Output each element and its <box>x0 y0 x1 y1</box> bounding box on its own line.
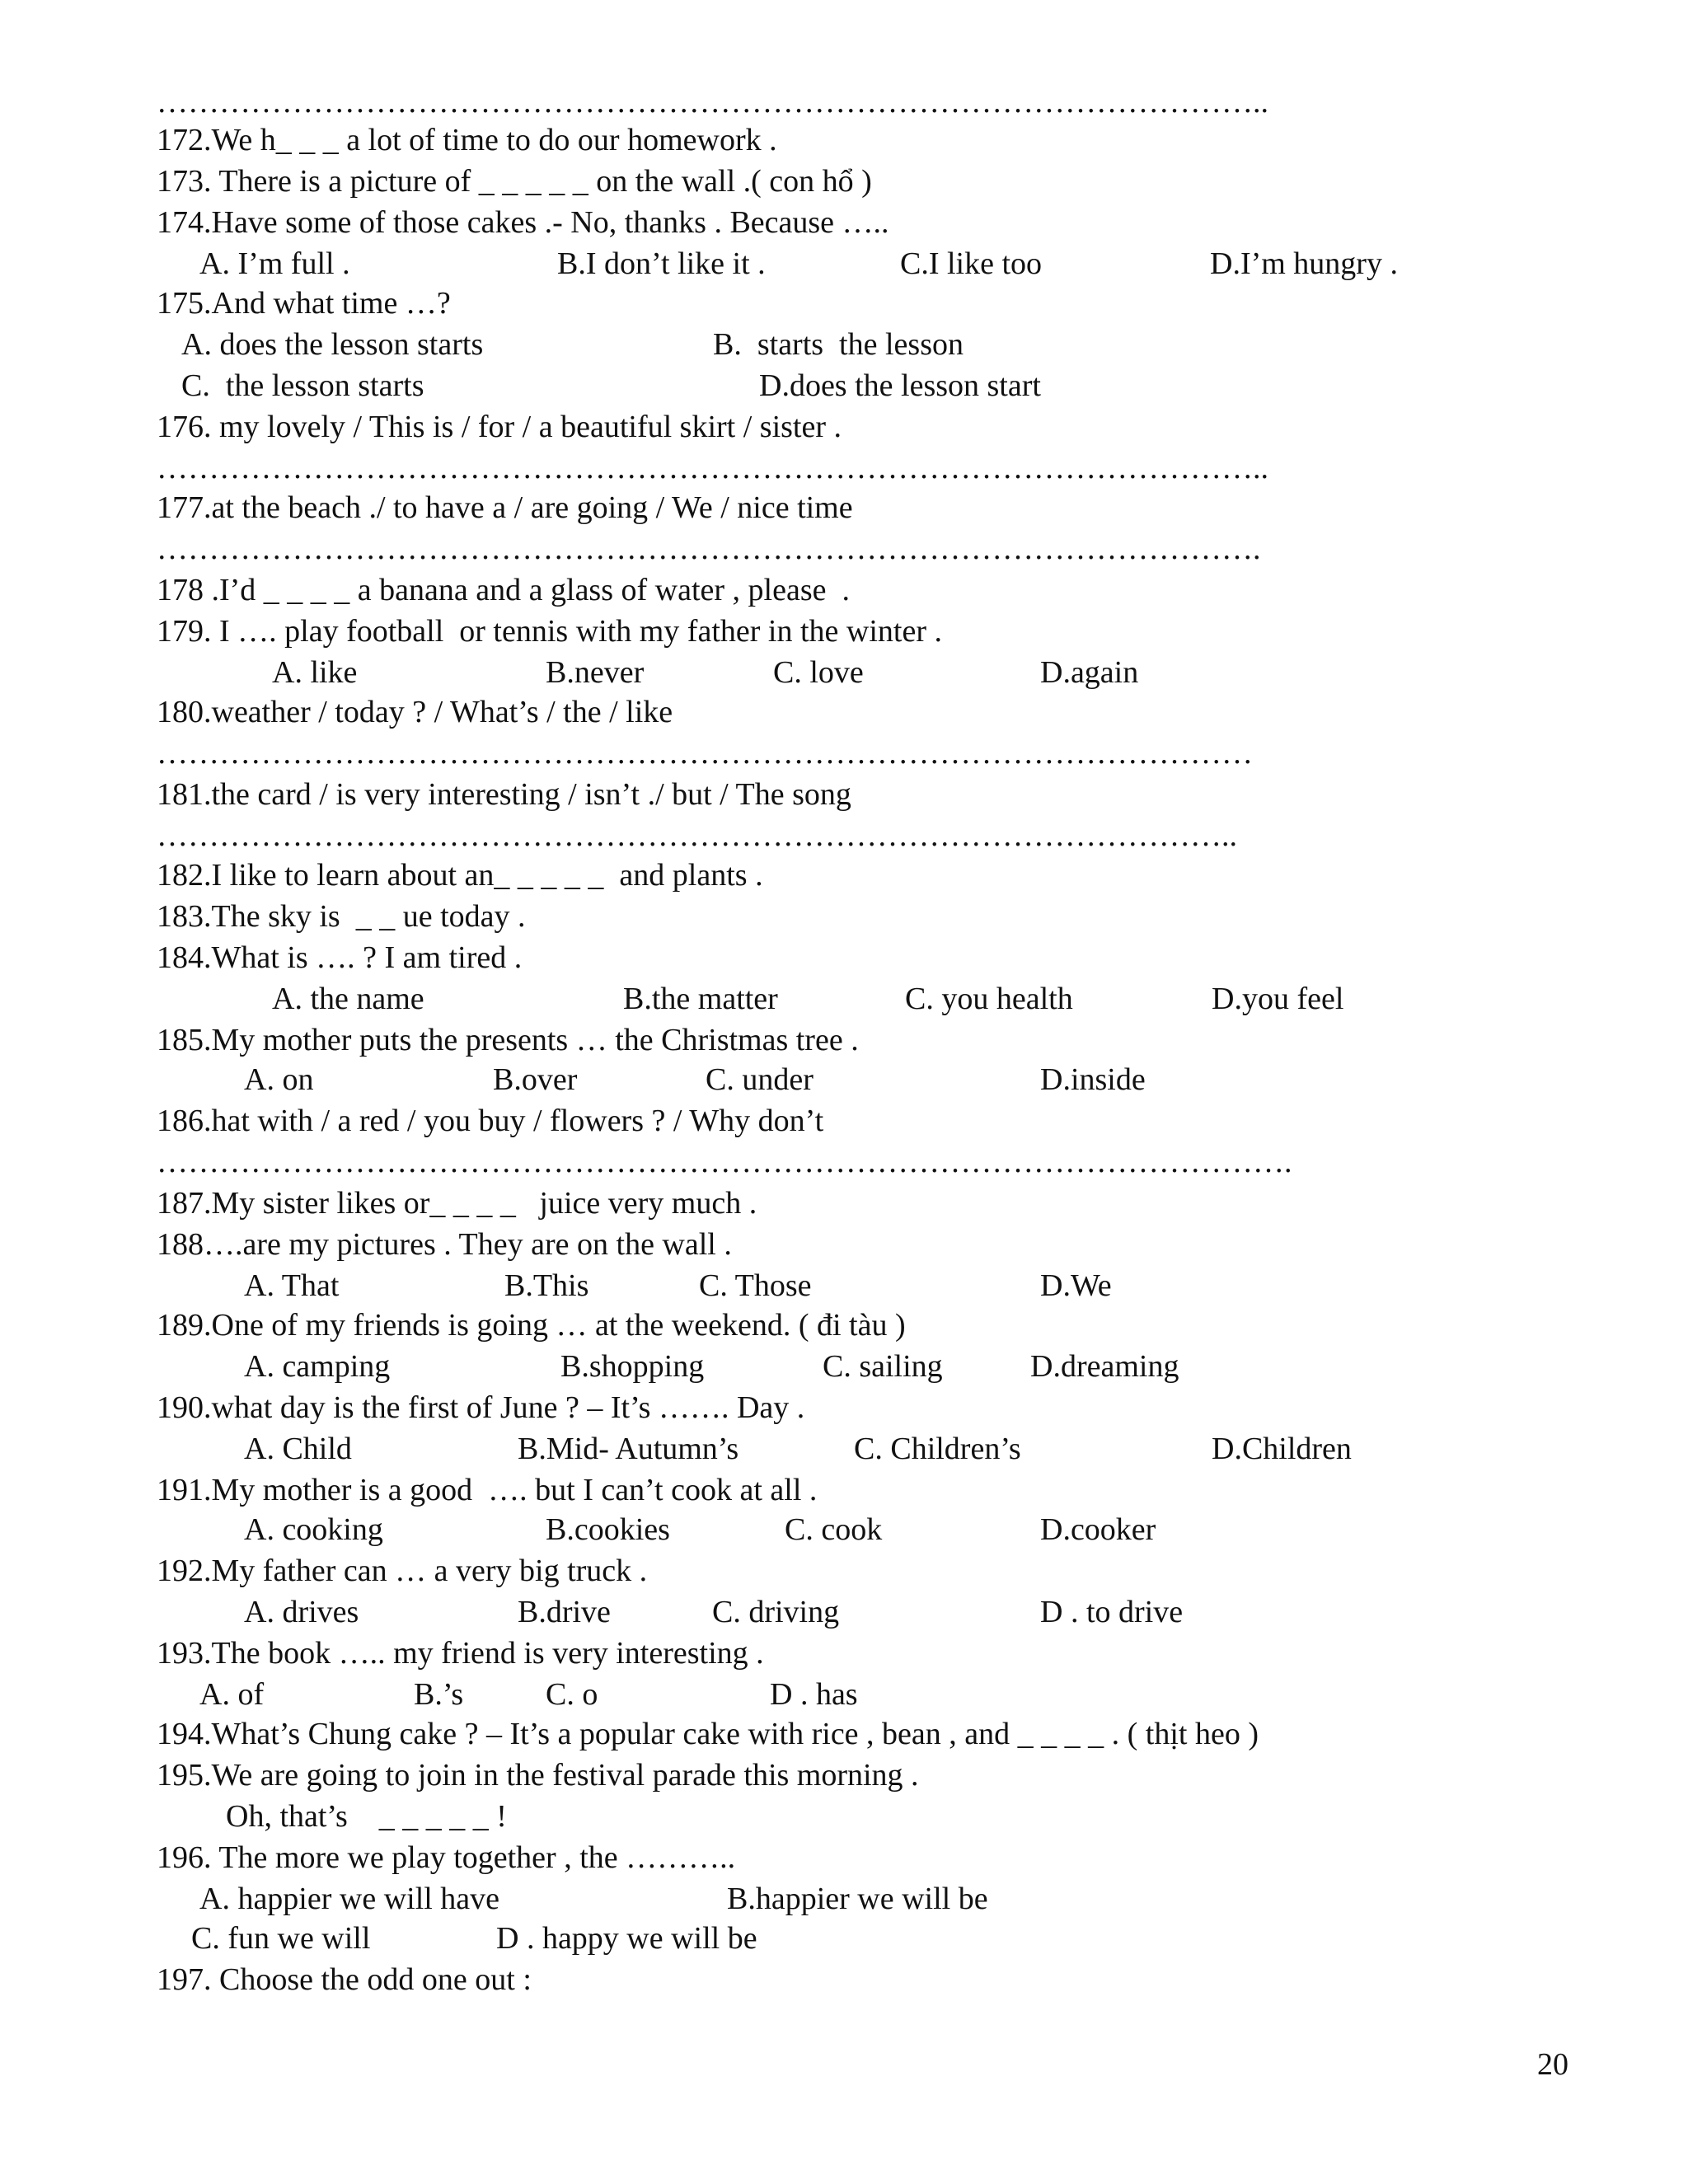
question-189: 189.One of my friends is going … at the weekend. ( đi tàu ) <box>157 1308 906 1343</box>
question-195-reply: Oh, that’s _ _ _ _ _ ! <box>226 1799 507 1834</box>
option-b: B.shopping <box>560 1349 705 1384</box>
answer-line: …………………………………………………………………………………………… <box>157 736 1253 771</box>
option-c: C. o <box>546 1677 598 1712</box>
option-d: D.Children <box>1212 1432 1352 1466</box>
option-d: D.cooker <box>1040 1512 1156 1547</box>
option-c: C. cook <box>785 1512 883 1547</box>
answer-line: …………………………………………………………………………………………….. <box>157 451 1268 485</box>
option-a: A. drives <box>244 1595 359 1629</box>
option-d: D.dreaming <box>1030 1349 1179 1384</box>
option-d: D . to drive <box>1040 1595 1184 1629</box>
question-176: 176. my lovely / This is / for / a beautiful skirt / sister . <box>157 410 842 444</box>
option-a: A. the name <box>272 982 424 1016</box>
option-d: D.We <box>1040 1268 1112 1303</box>
option-a: A. like <box>272 655 358 690</box>
option-d: D . happy we will be <box>496 1921 757 1956</box>
option-a: A. of <box>199 1677 265 1712</box>
option-a: A. I’m full . <box>199 246 350 281</box>
option-b: B.This <box>504 1268 589 1303</box>
option-b: B.Mid- Autumn’s <box>518 1432 739 1466</box>
option-a: A. That <box>244 1268 340 1303</box>
question-188: 188….are my pictures . They are on the wall . <box>157 1227 732 1262</box>
option-c: C. you health <box>905 982 1073 1016</box>
option-a: A. happier we will have <box>199 1882 500 1916</box>
option-a: A. cooking <box>244 1512 383 1547</box>
option-b: B.over <box>493 1062 578 1097</box>
option-d: D.does the lesson start <box>759 368 1041 403</box>
question-197: 197. Choose the odd one out : <box>157 1962 532 1997</box>
option-c: C. love <box>773 655 864 690</box>
option-b: B.I don’t like it . <box>557 246 766 281</box>
question-173: 173. There is a picture of _ _ _ _ _ on the wall .( con hổ ) <box>157 164 872 199</box>
question-190: 190.what day is the first of June ? – It’s ……. Day . <box>157 1390 805 1425</box>
answer-line: ……………………………………………………………………………………………. <box>157 532 1261 566</box>
question-185: 185.My mother puts the presents … the Christmas tree . <box>157 1023 859 1057</box>
option-b: B. starts the lesson <box>713 327 964 362</box>
option-c: C. driving <box>712 1595 840 1629</box>
option-c: C. sailing <box>823 1349 943 1384</box>
answer-line: ………………………………………………………………………………………………. <box>157 1145 1292 1179</box>
question-194: 194.What’s Chung cake ? – It’s a popular cake with rice , bean , and _ _ _ _ . ( thịt heo ) <box>157 1717 1259 1751</box>
option-d: D.again <box>1040 655 1139 690</box>
page-number: 20 <box>1537 2047 1568 2082</box>
question-178: 178 .I’d _ _ _ _ a banana and a glass of water , please . <box>157 573 850 607</box>
option-a: A. does the lesson starts <box>181 327 484 362</box>
option-b: B.never <box>546 655 645 690</box>
question-175: 175.And what time …? <box>157 286 451 321</box>
option-d: D.inside <box>1040 1062 1146 1097</box>
answer-line: ………………………………………………………………………………………….. <box>157 818 1237 853</box>
option-b: B.the matter <box>623 982 778 1016</box>
question-177: 177.at the beach ./ to have a / are going / We / nice time <box>157 490 853 525</box>
question-193: 193.The book ….. my friend is very interesting . <box>157 1636 764 1671</box>
option-b: B.happier we will be <box>727 1882 988 1916</box>
question-174: 174.Have some of those cakes .- No, thanks . Because ….. <box>157 205 889 240</box>
option-d: D.I’m hungry . <box>1210 246 1398 281</box>
question-196: 196. The more we play together , the ……….. <box>157 1840 736 1875</box>
option-d: D.you feel <box>1212 982 1344 1016</box>
answer-line: …………………………………………………………………………………………….. <box>157 85 1268 120</box>
option-c: C. Children’s <box>854 1432 1021 1466</box>
question-183: 183.The sky is _ _ ue today . <box>157 899 526 934</box>
option-b: B.drive <box>518 1595 611 1629</box>
question-192: 192.My father can … a very big truck . <box>157 1554 648 1588</box>
option-a: A. camping <box>244 1349 391 1384</box>
option-b: B.cookies <box>546 1512 670 1547</box>
option-c: C. Those <box>699 1268 812 1303</box>
option-a: A. Child <box>244 1432 352 1466</box>
question-172: 172.We h_ _ _ a lot of time to do our homework . <box>157 123 777 157</box>
option-a: A. on <box>244 1062 314 1097</box>
option-c: C. fun we will <box>191 1921 371 1956</box>
question-186: 186.hat with / a red / you buy / flowers ? / Why don’t <box>157 1104 824 1138</box>
question-184: 184.What is …. ? I am tired . <box>157 940 523 975</box>
option-c: C.I like too <box>900 246 1043 281</box>
option-c: C. under <box>706 1062 814 1097</box>
question-179: 179. I …. play football or tennis with my father in the winter . <box>157 614 942 649</box>
question-191: 191.My mother is a good …. but I can’t cook at all . <box>157 1473 818 1507</box>
question-181: 181.the card / is very interesting / isn’t ./ but / The song <box>157 777 851 812</box>
option-d: D . has <box>770 1677 858 1712</box>
question-180: 180.weather / today ? / What’s / the / like <box>157 695 673 729</box>
question-187: 187.My sister likes or_ _ _ _ juice very much . <box>157 1186 757 1221</box>
option-c: C. the lesson starts <box>181 368 424 403</box>
question-182: 182.I like to learn about an_ _ _ _ _ and plants . <box>157 858 763 893</box>
option-b: B.’s <box>414 1677 464 1712</box>
question-195: 195.We are going to join in the festival parade this morning . <box>157 1758 919 1793</box>
